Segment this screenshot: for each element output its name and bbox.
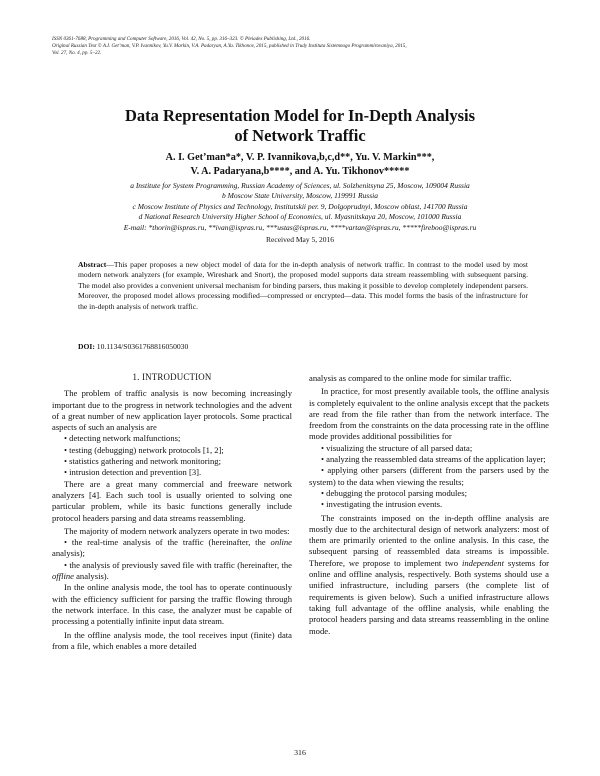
- authors-line: A. I. Get’man*a*, V. P. Ivannikova,b,c,d**, Yu. V. Markin***,: [165, 152, 435, 163]
- bullet-item: • visualizing the structure of all parsed data;: [321, 442, 473, 453]
- doi: [78, 342, 188, 351]
- paragraph: The problem of traffic analysis is now becoming increasingly important due to the progress in network technologies and the advent of a great number of new application layer protocols. Some practical aspects of such an analysis are: [52, 388, 292, 433]
- left-column: [52, 372, 292, 652]
- right-column: [309, 373, 549, 637]
- header-line: ISSN 0361-7688, Programming and Computer Software, 2016, Vol. 42, No. 5, pp. 316–323. © Pleiades Publishing, Ltd., 2016.: [52, 36, 311, 42]
- paragraph: The constraints imposed on the in-depth offline analysis are mostly due to the architectural design of network analyzers: most of them are primarily oriented to the online analysis. In this case, the subsequent parsing of reassembled data streams is impossible. Therefore, we propose to implement two independent systems for online and offline analysis, respectively. Both systems should use a unified infrastructure, including parsers (the complete list of requirements is given below). Such a unified infrastructure allows taking full advantage of the offline analysis, while enabling the protocol headers parsing and data streams reassembling in the online mode.: [309, 512, 549, 636]
- paragraph: analysis as compared to the online mode for similar traffic.: [309, 373, 512, 383]
- bullet-item: • the analysis of previously saved file with traffic (hereinafter, the offline analysis).: [52, 559, 292, 582]
- affiliation-c: c Moscow Institute of Physics and Technology, Institutskii per. 9, Dolgoprudnyi, Moscow oblast, 141700 Russia: [132, 201, 468, 211]
- paragraph: In the offline analysis mode, the tool receives input (finite) data from a file, which enables a more detailed: [52, 629, 292, 651]
- section-heading: 1. INTRODUCTION: [132, 372, 212, 382]
- header-line: Vol. 27, No. 4, pp. 5–22.: [52, 50, 102, 57]
- affiliation-b: b Moscow State University, Moscow, 119991 Russia: [222, 191, 378, 201]
- affiliation-d: d National Research University Higher School of Economics, ul. Myasnitskaya 20, Moscow, 101000 Russia: [138, 212, 462, 222]
- doi-value: 10.1134/S0361768816050030: [96, 342, 189, 351]
- bullet-item: • investigating the intrusion events.: [321, 499, 443, 510]
- bullet-item: • applying other parsers (different from the parsers used by the system) to the data when viewing the results;: [309, 465, 549, 487]
- paragraph: In the online analysis mode, the tool has to operate continuously with the efficiency sufficient for parsing the traffic flowing through the network interface. In this case, the analyzer must be capable of processing a potentially infinite input data stream.: [52, 582, 292, 627]
- bullet-item: • the real-time analysis of the traffic (hereinafter, the online analysis);: [52, 537, 292, 559]
- header-line: Original Russian Text © A.I. Get’man, V.P. Ivannikov, Yu.V. Markin, V.A. Padaryan, A.Yu. Tikhonov, 2015, published in Trudy Instituta Sistemnogo Programmirovaniya, 2015,: [52, 43, 407, 50]
- bullet-item: • debugging the protocol parsing modules;: [321, 487, 467, 498]
- title-line: Data Representation Model for In-Depth Analysis: [124, 106, 476, 125]
- page-number: 316: [294, 748, 306, 757]
- paragraph: There are a great many commercial and freeware network analyzers [4]. Each such tool is usually oriented to solving one particular problem, while its basic functions generally include protocol headers parsing and data streams reassembling.: [52, 478, 292, 523]
- bullet-item: • detecting network malfunctions;: [64, 433, 181, 444]
- bullet-item: • intrusion detection and prevention [3].: [64, 467, 202, 478]
- email-list: E-mail: *thorin@ispras.ru, **ivan@ispras.ru, ***ustas@ispras.ru, ****vartan@ispras.ru, *****fireboo@ispras.ru: [123, 222, 477, 232]
- paper-title: [40, 106, 560, 146]
- running-header: [52, 36, 552, 58]
- author-list: [40, 151, 560, 179]
- bullet-item: • analyzing the reassembled data streams of the application layer;: [321, 454, 546, 465]
- received-date: Received May 5, 2016: [266, 235, 334, 244]
- authors-line: V. A. Padaryana,b****, and A. Yu. Tikhonov*****: [190, 165, 410, 177]
- bullet-item: • testing (debugging) network protocols [1, 2];: [64, 444, 224, 455]
- abstract-label: Abstract: [78, 260, 107, 269]
- title-line: of Network Traffic: [234, 126, 366, 145]
- paragraph: The majority of modern network analyzers operate in two modes:: [64, 525, 290, 536]
- bullet-item: • statistics gathering and network monitoring;: [64, 456, 221, 467]
- abstract: [78, 260, 528, 312]
- affiliation-a: a Institute for System Programming, Russian Academy of Sciences, ul. Solzhenitsyna 25, Moscow, 109004 Russia: [130, 181, 470, 190]
- affiliations: [40, 181, 560, 233]
- doi-label: DOI:: [78, 342, 95, 351]
- paragraph: In practice, for most presently available tools, the offline analysis is completely equivalent to the online analysis except that the packets are read from the file rather than from the network interface. The freedom from the constraints on the data processing rate in the offline mode provides additional possibilities for: [309, 386, 549, 442]
- abstract-text: —This paper proposes a new object model of data for the in-depth analysis of network traffic. In contrast to the model used by most modern network analyzers (for example, Wireshark and Snort), the proposed model supports data stream reassembling with subsequent parsing. The model also provides a convenient universal mechanism for binding parsers, thus making it possible to develop completely independent parsers. Moreover, the proposed model allows processing modified—compressed or encrypted—data. This model forms the basis of the infrastructure for the in-depth analysis of network traffic.: [78, 260, 528, 311]
